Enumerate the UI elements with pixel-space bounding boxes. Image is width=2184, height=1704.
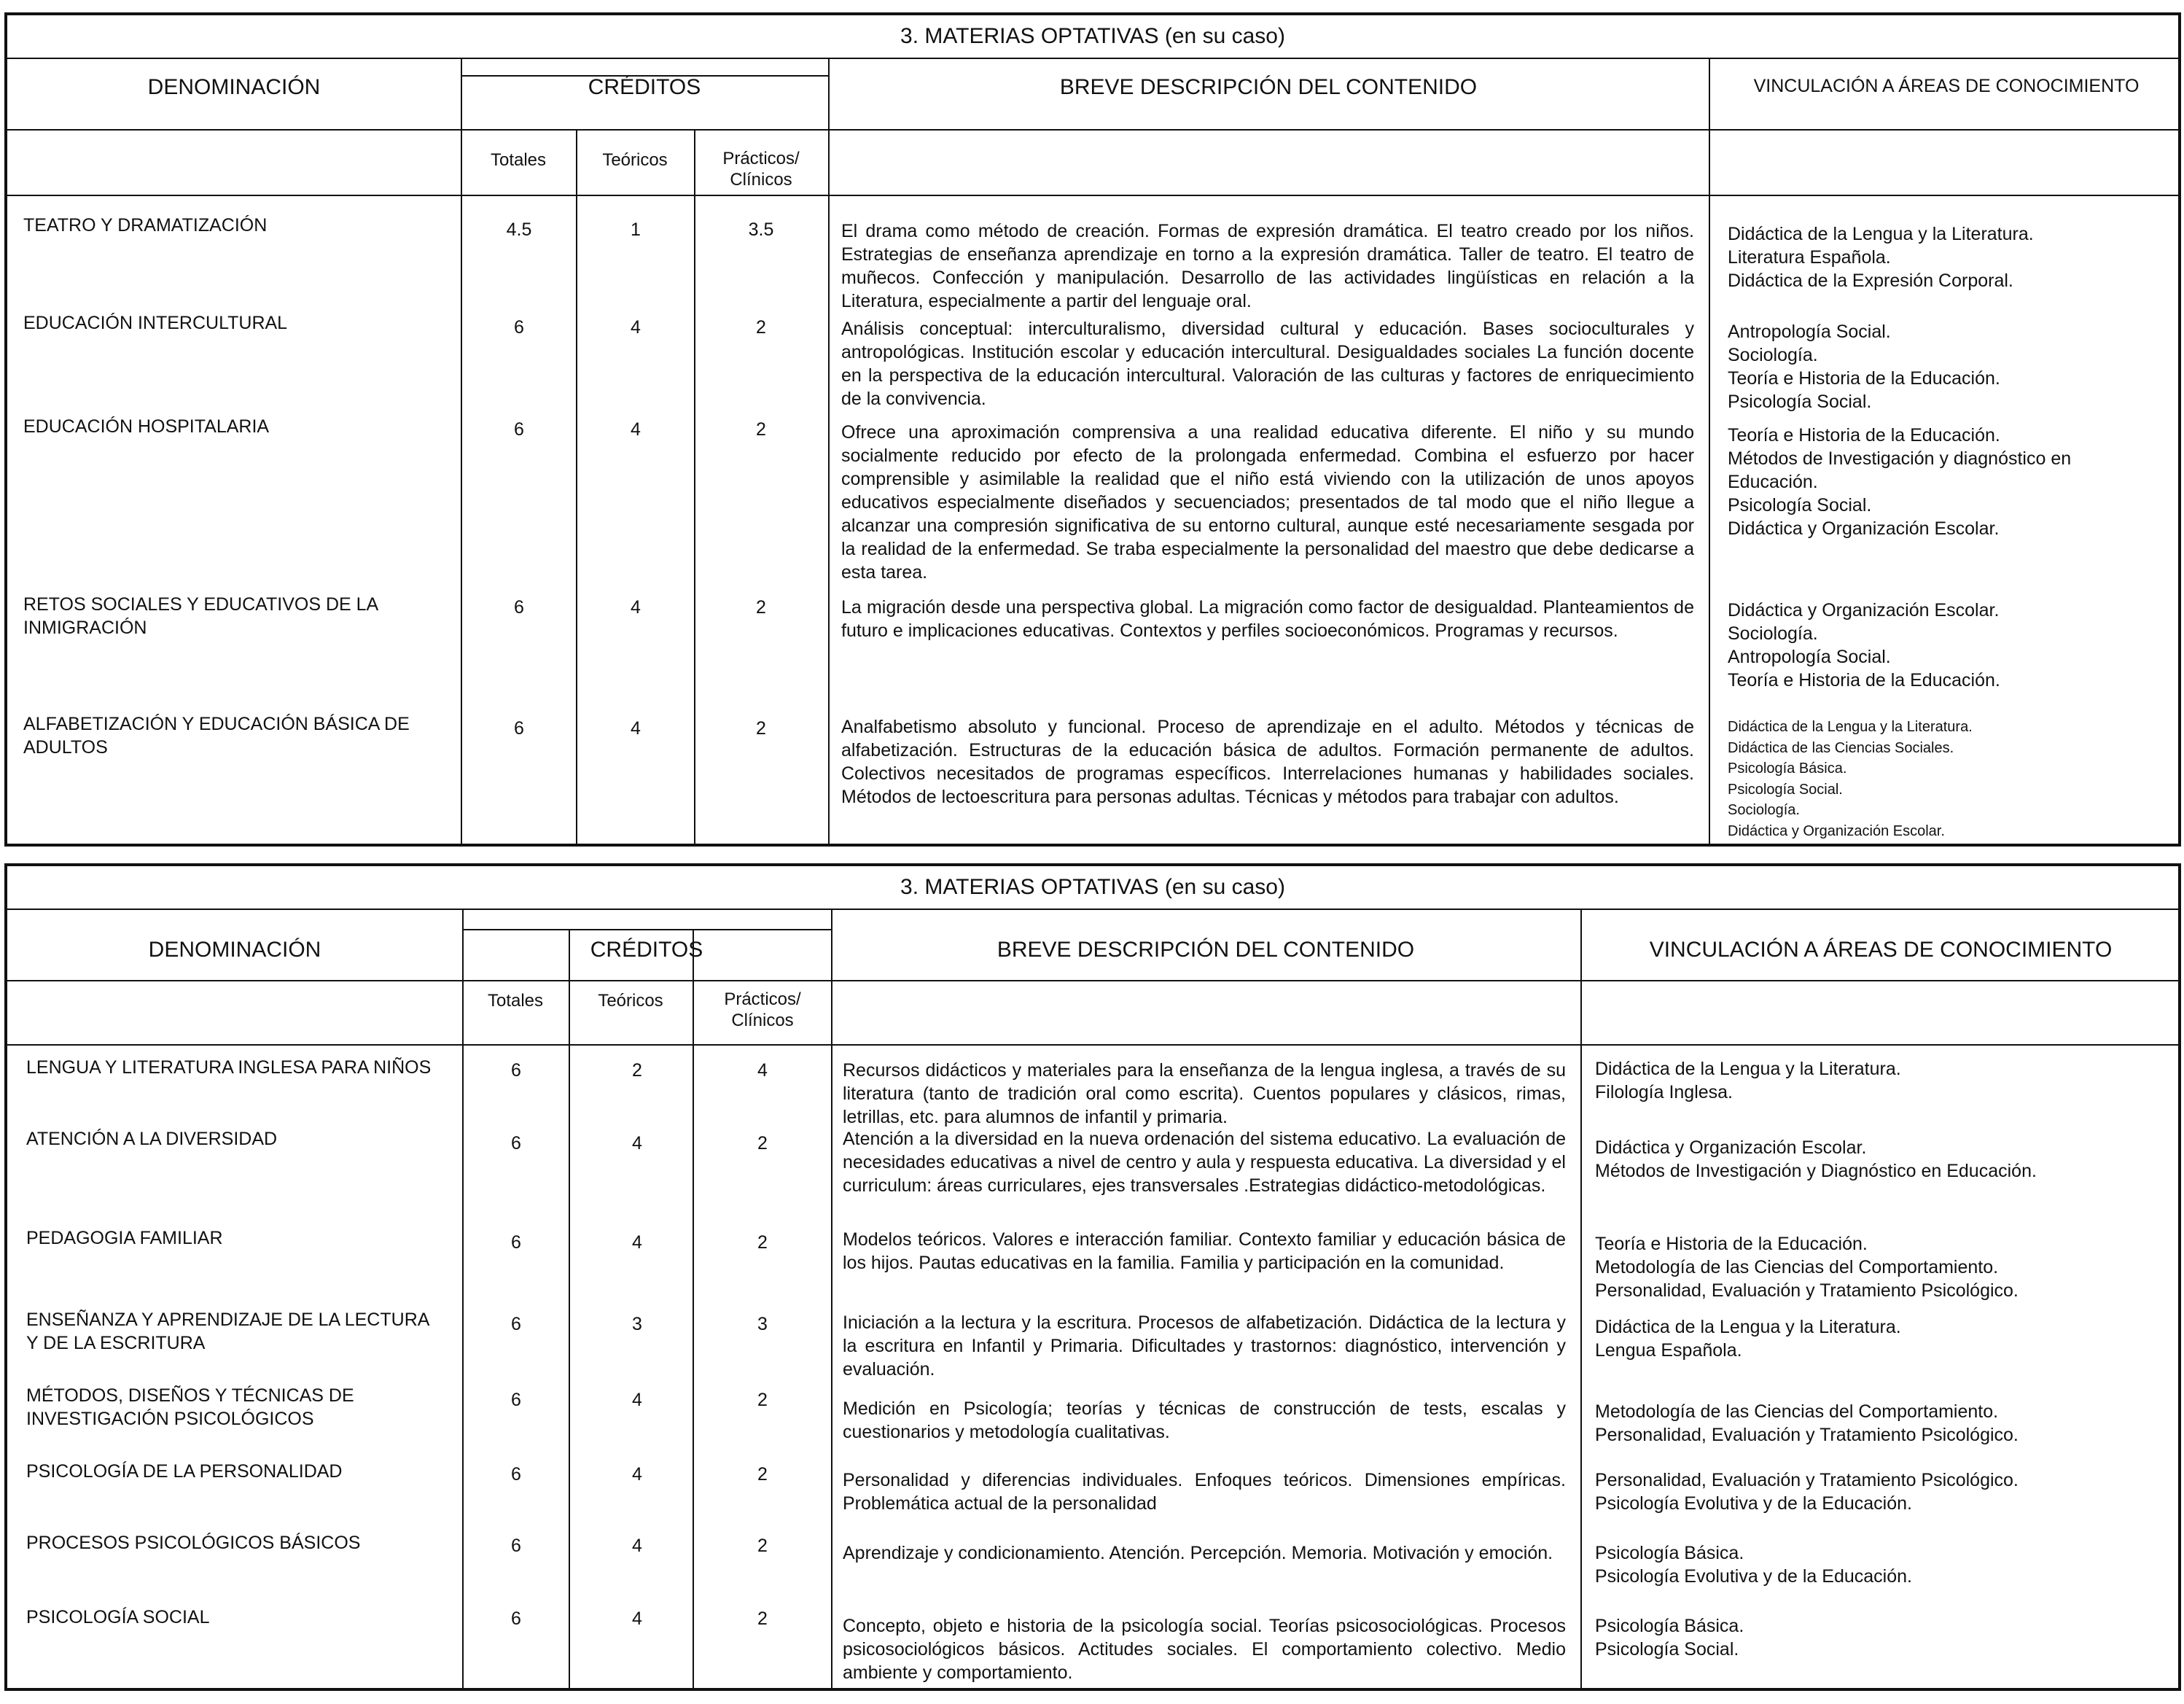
subject-name: EDUCACIÓN HOSPITALARIA: [23, 416, 270, 437]
subheader-teoricos: Teóricos: [598, 991, 663, 1011]
knowledge-areas: [1595, 1614, 1744, 1661]
area-item: Psicología Básica.: [1595, 1616, 1744, 1636]
col-divider: [828, 58, 830, 844]
credits-teoricos: 1: [631, 219, 641, 240]
area-item: Psicología Social.: [1728, 495, 1872, 516]
area-item: Sociología.: [1728, 345, 1818, 365]
area-item: Didáctica de la Expresión Corporal.: [1728, 271, 2013, 291]
table-title: 3. MATERIAS OPTATIVAS (en su caso): [7, 15, 2178, 59]
knowledge-areas: [1595, 1057, 1901, 1104]
credits-practicos: 2: [757, 1536, 768, 1556]
credits-teoricos: 4: [631, 419, 641, 440]
area-item: Psicología Social.: [1595, 1639, 1739, 1660]
area-item: Métodos de Investigación y diagnóstico en: [1728, 448, 2072, 469]
credits-teoricos: 4: [632, 1536, 642, 1556]
area-item: Antropología Social.: [1728, 647, 1891, 667]
subject-name: ENSEÑANZA Y APRENDIZAJE DE LA LECTURA Y DE LA ESCRITURA: [26, 1310, 429, 1353]
knowledge-areas: [1595, 1315, 1901, 1362]
knowledge-areas: [1728, 599, 2000, 692]
credits-teoricos: 3: [632, 1314, 642, 1334]
area-item: Lengua Española.: [1595, 1340, 1742, 1361]
subheader-practicos: Prácticos/ Clínicos: [722, 149, 800, 190]
subject-description: Análisis conceptual: interculturalismo, diversidad cultural y educación. Bases socioculturales y antropológicas. Institución escolar y educación intercultural. Desigualdades sociales La función docente en la perspectiva de la educación intercultural. Valoración de las culturas y factores de enriquecimiento de la convivencia.: [841, 319, 1694, 409]
area-item: Didáctica y Organización Escolar.: [1728, 518, 2000, 539]
subject-description: Atención a la diversidad en la nueva ordenación del sistema educativo. La evaluación de necesidades educativas a nivel de centro y aula y respuesta educativa. La diversidad y el curriculum: áreas curriculares, ejes transversales .Estrategias didáctico-metodológicas.: [843, 1129, 1566, 1196]
credits-practicos: 2: [757, 1608, 768, 1629]
col-divider: [831, 909, 832, 1688]
subheader-teoricos: Teóricos: [602, 150, 668, 170]
header-creditos: CRÉDITOS: [588, 75, 701, 99]
knowledge-areas: [1728, 717, 1973, 841]
area-item: Psicología Evolutiva y de la Educación.: [1595, 1566, 1912, 1587]
knowledge-areas: [1595, 1232, 2019, 1302]
credits-teoricos: 4: [632, 1608, 642, 1629]
subject-description: El drama como método de creación. Formas de expresión dramática. El teatro creado por los niños. Estrategias de enseñanza aprendizaje en torno a la expresión dramática. Taller de teatro. El teatro de muñecos. Confección y manipulación. Desarrollo de las actividades lingüísticas en relación a la Literatura, especialmente a partir del lenguaje oral.: [841, 221, 1694, 311]
credits-practicos: 2: [757, 1232, 768, 1253]
area-item: Teoría e Historia de la Educación.: [1728, 425, 2000, 446]
credits-teoricos: 4: [631, 597, 641, 618]
header-descripcion: BREVE DESCRIPCIÓN DEL CONTENIDO: [1059, 75, 1478, 99]
area-item: Métodos de Investigación y Diagnóstico en Educación.: [1595, 1161, 2037, 1181]
subject-name: ATENCIÓN A LA DIVERSIDAD: [26, 1129, 278, 1149]
optional-subjects-table-1: [4, 12, 2181, 847]
credits-totales: 6: [511, 1608, 521, 1629]
credits-totales: 6: [511, 1133, 521, 1153]
area-item: Didáctica y Organización Escolar.: [1595, 1137, 1867, 1158]
credits-teoricos: 4: [632, 1133, 642, 1153]
subheader-divider: [7, 1044, 2178, 1046]
area-item: Teoría e Historia de la Educación.: [1595, 1234, 1868, 1254]
credits-totales: 6: [511, 1464, 521, 1485]
credits-practicos: 2: [756, 597, 766, 618]
area-item: Didáctica de la Lengua y la Literatura.: [1728, 224, 2034, 244]
header-creditos: CRÉDITOS: [590, 938, 703, 962]
subject-name: PEDAGOGIA FAMILIAR: [26, 1228, 223, 1248]
table-title: 3. MATERIAS OPTATIVAS (en su caso): [7, 866, 2178, 910]
credits-totales: 6: [511, 1314, 521, 1334]
credits-teoricos: 2: [632, 1060, 642, 1081]
subject-description: Personalidad y diferencias individuales. Enfoques teóricos. Dimensiones empíricas. Problemática actual de la personalidad: [843, 1470, 1566, 1514]
col-divider: [569, 930, 570, 1688]
knowledge-areas: [1728, 222, 2034, 292]
area-item: Sociología.: [1728, 802, 1800, 818]
area-item: Personalidad, Evaluación y Tratamiento Psicológico.: [1595, 1470, 2019, 1490]
subject-name: PSICOLOGÍA DE LA PERSONALIDAD: [26, 1461, 343, 1482]
credits-teoricos: 4: [632, 1464, 642, 1485]
credits-practicos: 2: [756, 419, 766, 440]
optional-subjects-table-2: [4, 863, 2181, 1691]
subject-name: ALFABETIZACIÓN Y EDUCACIÓN BÁSICA DE ADULTOS: [23, 714, 410, 758]
area-item: Metodología de las Ciencias del Comportamiento.: [1595, 1257, 1999, 1277]
area-item: Educación.: [1728, 472, 1818, 492]
credits-practicos: 2: [757, 1133, 768, 1153]
subject-name: LENGUA Y LITERATURA INGLESA PARA NIÑOS: [26, 1057, 432, 1078]
credits-practicos: 2: [757, 1464, 768, 1485]
subject-description: Concepto, objeto e historia de la psicología social. Teorías psicosociológicas. Procesos psicosociológicos básicos. Actitudes sociales. El comportamiento colectivo. Medio ambiente y comportamiento.: [843, 1616, 1566, 1683]
credits-totales: 6: [511, 1536, 521, 1556]
area-item: Didáctica de la Lengua y la Literatura.: [1595, 1317, 1901, 1337]
credits-totales: 6: [514, 317, 524, 338]
area-item: Personalidad, Evaluación y Tratamiento Psicológico.: [1595, 1425, 2019, 1445]
col-divider: [576, 131, 577, 844]
credits-divider: [462, 929, 831, 930]
col-divider: [694, 131, 695, 844]
subject-name: MÉTODOS, DISEÑOS Y TÉCNICAS DE INVESTIGACIÓN PSICOLÓGICOS: [26, 1385, 354, 1429]
knowledge-areas: [1595, 1400, 2019, 1447]
credits-practicos: 2: [756, 317, 766, 338]
subheader-totales: Totales: [490, 150, 547, 170]
header-denominacion: DENOMINACIÓN: [147, 75, 321, 99]
subject-description: Medición en Psicología; teorías y técnicas de construcción de tests, escalas y cuestionarios y metodología cualitativas.: [843, 1398, 1566, 1442]
col-divider: [461, 58, 462, 844]
credits-teoricos: 4: [632, 1390, 642, 1410]
area-item: Didáctica de la Lengua y la Literatura.: [1728, 719, 1973, 735]
credits-teoricos: 4: [631, 317, 641, 338]
subject-name: EDUCACIÓN INTERCULTURAL: [23, 313, 288, 333]
knowledge-areas: [1595, 1541, 1912, 1588]
header-denominacion: DENOMINACIÓN: [148, 938, 321, 962]
header-divider: [7, 129, 2178, 131]
area-item: Psicología Evolutiva y de la Educación.: [1595, 1493, 1912, 1514]
credits-totales: 6: [514, 597, 524, 618]
area-item: Psicología Básica.: [1595, 1543, 1744, 1563]
credits-teoricos: 4: [631, 718, 641, 739]
area-item: Didáctica y Organización Escolar.: [1728, 822, 1945, 839]
credits-practicos: 3.5: [748, 219, 774, 240]
header-vinculacion: VINCULACIÓN A ÁREAS DE CONOCIMIENTO: [1753, 76, 2140, 96]
header-vinculacion: VINCULACIÓN A ÁREAS DE CONOCIMIENTO: [1649, 938, 2113, 962]
credits-totales: 6: [511, 1232, 521, 1253]
subject-name: RETOS SOCIALES Y EDUCATIVOS DE LA INMIGRACIÓN: [23, 594, 378, 638]
credits-practicos: 2: [756, 718, 766, 739]
area-item: Personalidad, Evaluación y Tratamiento Psicológico.: [1595, 1280, 2019, 1301]
area-item: Teoría e Historia de la Educación.: [1728, 368, 2000, 389]
subject-description: La migración desde una perspectiva global. La migración como factor de desigualdad. Planteamientos de futuro e implicaciones educativas. Contextos y perfiles socioeconómicos. Programas y recursos.: [841, 597, 1694, 641]
knowledge-areas: [1728, 424, 2071, 540]
credits-totales: 6: [511, 1060, 521, 1081]
area-item: Filología Inglesa.: [1595, 1082, 1733, 1102]
knowledge-areas: [1728, 320, 2000, 413]
subject-description: Ofrece una aproximación comprensiva a una realidad educativa diferente. El niño y su mundo socialmente reducido por efecto de la prolongada enfermedad. Combina el esfuerzo por hacer comprensible y asimilable la realidad que el niño está viviendo con la utilización de unos apoyos educativos especialmente diseñados y secuenciados; presentados de tal modo que el niño llegue a alcanzar una compresión significativa de su entorno cultural, aunque esté necesariamente sesgada por la realidad de la enfermedad. Se traba especialmente la personalidad del maestro que debe dedicarse a esta tarea.: [841, 422, 1694, 583]
area-item: Sociología.: [1728, 623, 1818, 644]
subheader-practicos: Prácticos/ Clínicos: [724, 989, 801, 1030]
credits-totales: 6: [514, 718, 524, 739]
area-item: Psicología Social.: [1728, 392, 1872, 412]
col-divider: [462, 909, 464, 1688]
subject-name: TEATRO Y DRAMATIZACIÓN: [23, 215, 268, 236]
credits-practicos: 2: [757, 1390, 768, 1410]
area-item: Metodología de las Ciencias del Comportamiento.: [1595, 1401, 1999, 1422]
col-divider: [693, 930, 694, 1688]
credits-practicos: 4: [757, 1060, 768, 1081]
area-item: Literatura Española.: [1728, 247, 1891, 268]
credits-teoricos: 4: [632, 1232, 642, 1253]
knowledge-areas: [1595, 1136, 2037, 1183]
area-item: Didáctica de las Ciencias Sociales.: [1728, 739, 1954, 756]
col-divider: [1709, 58, 1710, 844]
subject-description: Recursos didácticos y materiales para la enseñanza de la lengua inglesa, a través de su literatura (tanto de tradición oral como escrita). Cuentos populares y clásicos, rimas, letrillas, etc. para alumnos de infantil y primaria.: [843, 1060, 1566, 1127]
area-item: Psicología Social.: [1728, 781, 1843, 798]
credits-totales: 6: [514, 419, 524, 440]
area-item: Didáctica y Organización Escolar.: [1728, 600, 2000, 620]
subject-description: Modelos teóricos. Valores e interacción familiar. Contexto familiar y educación básica de los hijos. Pautas educativas en la familia. Familia y participación en la comunidad.: [843, 1229, 1566, 1273]
knowledge-areas: [1595, 1468, 2019, 1515]
subheader-divider: [7, 195, 2178, 196]
subject-name: PSICOLOGÍA SOCIAL: [26, 1607, 210, 1627]
subject-description: Analfabetismo absoluto y funcional. Proceso de aprendizaje en el adulto. Métodos y técnicas de alfabetización. Estructuras de la educación básica de adultos. Formación permanente de adultos. Colectivos necesitados de programas específicos. Interrelaciones humanas y habilidades sociales. Métodos de lectoescritura para personas adultas. Técnicas y métodos para trabajar con adultos.: [841, 717, 1694, 807]
credits-totales: 4.5: [506, 219, 532, 240]
col-divider: [1580, 909, 1582, 1688]
subject-name: PROCESOS PSICOLÓGICOS BÁSICOS: [26, 1533, 361, 1553]
credits-totales: 6: [511, 1390, 521, 1410]
header-descripcion: BREVE DESCRIPCIÓN DEL CONTENIDO: [997, 938, 1415, 962]
area-item: Antropología Social.: [1728, 322, 1891, 342]
subject-description: Iniciación a la lectura y la escritura. Procesos de alfabetización. Didáctica de la lectura y la escritura en Infantil y Primaria. Dificultades y trastornos: diagnóstico, intervención y evaluación.: [843, 1312, 1566, 1380]
area-item: Didáctica de la Lengua y la Literatura.: [1595, 1059, 1901, 1079]
header-divider: [7, 980, 2178, 981]
credits-practicos: 3: [757, 1314, 768, 1334]
subject-description: Aprendizaje y condicionamiento. Atención. Percepción. Memoria. Motivación y emoción.: [843, 1543, 1553, 1563]
area-item: Psicología Básica.: [1728, 760, 1847, 777]
subheader-totales: Totales: [487, 991, 544, 1011]
area-item: Teoría e Historia de la Educación.: [1728, 670, 2000, 690]
